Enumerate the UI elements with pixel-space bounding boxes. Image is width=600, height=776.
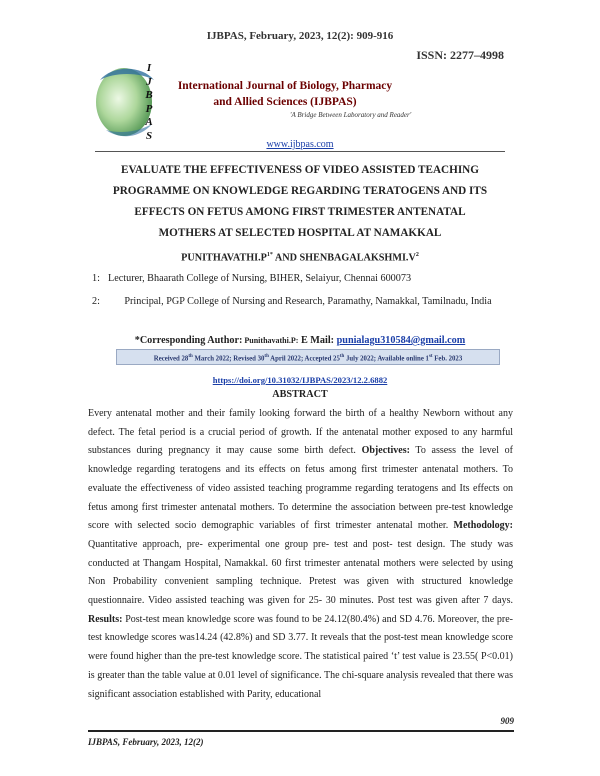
journal-name-line1: International Journal of Biology, Pharmacy	[177, 80, 393, 92]
journal-name-line2: and Allied Sciences (IJBPAS)	[213, 96, 357, 108]
corresponding-label: *Corresponding Author:	[134, 335, 243, 346]
author-join: AND	[272, 252, 300, 264]
date-sup: th	[264, 354, 269, 359]
abstract-heading: ABSTRACT	[272, 389, 328, 400]
title-line: PROGRAMME ON KNOWLEDGE REGARDING TERATOGENS AND ITS	[112, 185, 488, 197]
affiliation-number: 2:	[92, 296, 100, 307]
corresponding-name: Punithavathi.P:	[242, 336, 299, 345]
page-number: 909	[500, 716, 514, 726]
journal-name	[175, 78, 395, 110]
date-sup: st	[428, 354, 433, 359]
article-title	[90, 160, 510, 244]
title-line: EVALUATE THE EFFECTIVENESS OF VIDEO ASSISTED TEACHING	[121, 164, 479, 176]
abstract-results: Post-test mean knowledge score was found to be 24.12(80.4%) and SD 4.76. Moreover, the pre-test knowledge scores was14.24 (42.8%) and SD 3.77. It reveals that the post-test mean knowledge score were found higher than the pre-test knowledge score. The statistical paired ‘t’ test value is 23.55( P<0.01) is greater than the table value at 0.01 level of significance. The chi-square analysis revealed that there was significant association established with Parity, educational	[88, 613, 513, 700]
abstract-methodology: Quantitative approach, pre- experimental one group pre- test and post- test design. The study was conducted at Thangam Hospital, Namakkal. 60 first trimester antenatal mothers were selected by using Non Probability convenient sampling technique. Pretest was given with structured knowledge questionnaire. Video assisted teaching was given for 25- 30 minutes. Post test was given after 7 days.	[88, 538, 513, 607]
footer-citation: IJBPAS, February, 2023, 12(2)	[88, 737, 204, 747]
journal-website-link[interactable]: www.ijbpas.com	[266, 139, 334, 150]
logo-letter: S	[145, 129, 153, 142]
running-head: IJBPAS, February, 2023, 12(2): 909-916	[206, 30, 394, 42]
author-sup: 2	[415, 252, 419, 258]
header-divider	[95, 151, 505, 152]
affiliation-text: Principal, PGP College of Nursing and Research, Paramathy, Namakkal, Tamilnadu, India	[124, 296, 492, 307]
date-sup: th	[188, 354, 193, 359]
affiliation-1	[92, 271, 508, 287]
corresponding-author	[0, 335, 600, 346]
footer-divider	[88, 730, 514, 732]
logo-letter: A	[145, 116, 153, 128]
journal-logo	[92, 60, 166, 142]
abstract-objectives: To assess the level of knowledge regarding teratogens and its effects on fetus among first trimester antenatal mothers. To evaluate the effectiveness of video assisted teaching programme regarding teratogens and Its effects on fetus among first trimester antenatal mothers. To determine the association between pre-test knowledge score with selected socio demographic variables of first trimester antenatal mother.	[88, 445, 514, 532]
logo-letter: I	[146, 62, 152, 74]
objectives-label: Objectives:	[361, 445, 410, 457]
date-text: Feb. 2023	[432, 355, 463, 363]
logo-letter: B	[145, 89, 153, 101]
author-sup: 1*	[266, 252, 273, 258]
results-label: Results:	[88, 613, 123, 625]
methodology-label: Methodology:	[453, 520, 513, 532]
abstract-body	[88, 405, 513, 704]
date-text: July 2022; Available online 1	[344, 355, 429, 363]
title-line: EFFECTS ON FETUS AMONG FIRST TRIMESTER ANTENATAL	[134, 206, 466, 218]
doi-link[interactable]: https://doi.org/10.31032/IJBPAS/2023/12.2.6882	[212, 375, 388, 385]
title-line: MOTHERS AT SELECTED HOSPITAL AT NAMAKKAL	[158, 227, 442, 239]
affiliation-2	[92, 294, 508, 310]
affiliation-number: 1:	[92, 273, 100, 284]
author-list	[0, 252, 600, 263]
abstract-intro: Every antenatal mother and their family looking forward the birth of a healthy Newborn without any defect. The fetal period is a crucial period of growth. If the antenatal mother exposed to any harmful substances during pregnancy it may cause some birth defect.	[88, 408, 513, 457]
author-name: SHENBAGALAKSHMI.V	[299, 252, 416, 264]
affiliation-text: Lecturer, Bhaarath College of Nursing, BIHER, Selaiyur, Chennai 600073	[108, 273, 412, 284]
logo-letter: J	[146, 75, 152, 88]
email-label: E Mail:	[298, 335, 337, 346]
date-text: April 2022; Accepted 25	[268, 355, 340, 363]
author-name: PUNITHAVATHI.P	[181, 252, 267, 264]
issn-label: ISSN: 2277–4998	[416, 48, 504, 62]
date-sup: th	[339, 354, 345, 359]
article-dates-banner	[116, 349, 500, 365]
date-text: Received 28	[153, 355, 189, 363]
email-link[interactable]: punialagu310584@gmail.com	[336, 335, 466, 346]
logo-letter: P	[145, 102, 153, 115]
journal-tagline: 'A Bridge Between Laboratory and Reader'	[290, 111, 412, 119]
date-text: March 2022; Revised 30	[192, 355, 265, 363]
